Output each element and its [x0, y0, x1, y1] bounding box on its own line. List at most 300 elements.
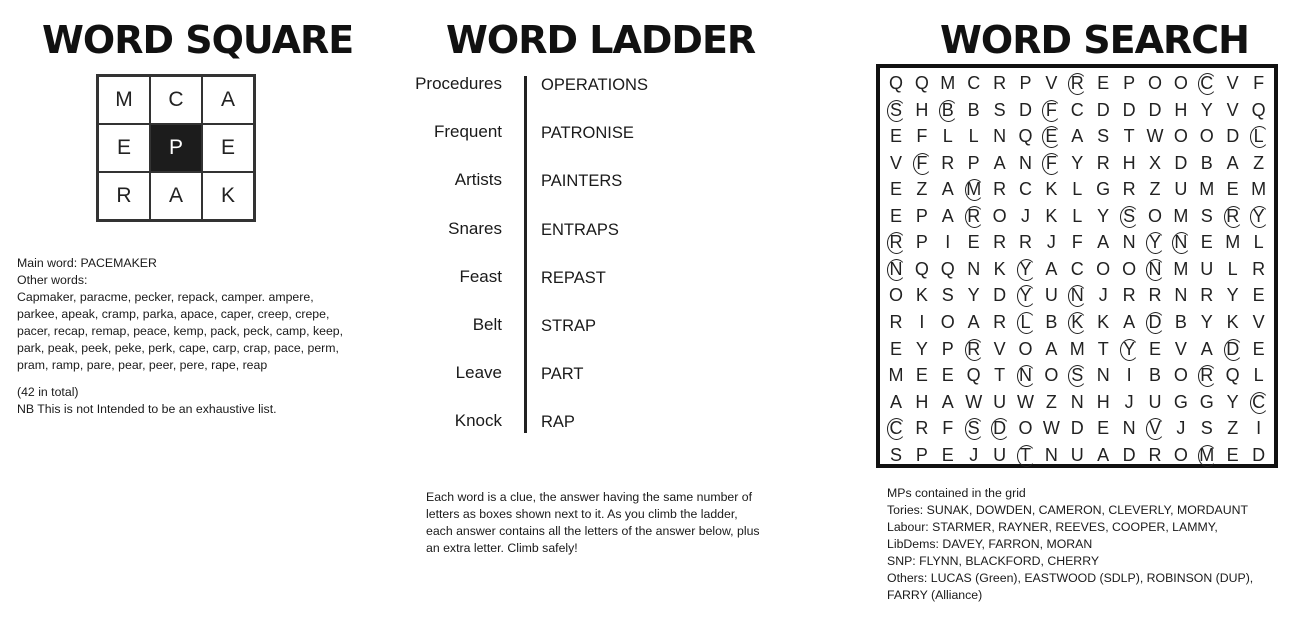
search-letter: W: [1017, 391, 1034, 412]
search-letter: F: [942, 418, 954, 439]
search-letter: L: [1247, 123, 1271, 150]
search-letter: D: [1096, 99, 1110, 120]
search-letter: Q: [1251, 99, 1266, 120]
search-letter: N: [1065, 282, 1089, 309]
ladder-answer: ENTRAPS: [541, 220, 619, 239]
mp-line: Labour: STARMER, RAYNER, REEVES, COOPER, LAMMY,: [887, 520, 1218, 534]
search-letter: B: [1148, 365, 1161, 386]
ladder-row: [380, 411, 780, 435]
word-start-ring: [1017, 365, 1036, 387]
search-letter: S: [941, 285, 954, 306]
word-start-ring: [1017, 285, 1036, 307]
word-square-cell: R: [98, 172, 150, 220]
mp-line: Tories: SUNAK, DOWDEN, CAMERON, CLEVERLY, MORDAUNT: [887, 503, 1248, 517]
search-letter: C: [1070, 99, 1084, 120]
search-letter: F: [910, 150, 934, 177]
search-letter: J: [1046, 232, 1056, 253]
ladder-row: [380, 170, 780, 194]
search-letter: K: [1045, 179, 1058, 200]
search-letter: V: [889, 152, 902, 173]
search-letter: X: [1148, 152, 1161, 173]
search-letter: R: [962, 203, 986, 230]
search-letter: V: [993, 338, 1006, 359]
ladder-clue: Artists: [454, 170, 502, 190]
ladder-answer: STRAP: [541, 317, 597, 335]
word-square-cell: A: [150, 172, 202, 220]
search-letter: E: [1226, 444, 1239, 465]
search-letter: P: [1019, 73, 1032, 93]
search-letter: M: [1251, 179, 1267, 200]
search-letter: O: [940, 311, 955, 332]
search-letter: V: [1143, 415, 1167, 442]
word-ladder-title: WORD LADDER: [446, 18, 756, 62]
search-letter: V: [1045, 73, 1058, 93]
search-letter: N: [993, 126, 1007, 147]
search-letter: O: [1018, 338, 1033, 359]
word-square-grid: [96, 74, 256, 222]
search-letter: I: [919, 311, 925, 332]
word-start-ring: [887, 100, 906, 122]
search-letter: N: [1174, 285, 1188, 306]
search-letter: P: [915, 205, 928, 226]
search-letter: D: [1226, 126, 1240, 147]
search-letter: R: [941, 152, 955, 173]
search-letter: J: [1021, 205, 1030, 226]
word-start-ring: [1017, 445, 1036, 467]
search-letter: U: [1148, 391, 1162, 412]
mp-list: [887, 485, 1287, 604]
word-start-ring: [965, 339, 984, 361]
search-letter: O: [1199, 126, 1214, 147]
search-letter: E: [889, 179, 902, 200]
search-letter: Y: [1071, 152, 1084, 173]
search-letter: F: [1039, 150, 1063, 177]
search-letter: O: [1147, 73, 1162, 93]
search-letter: E: [1226, 179, 1239, 200]
search-letter: M: [1199, 179, 1215, 200]
search-letter: Y: [1097, 205, 1110, 226]
search-letter: H: [1174, 99, 1188, 120]
word-start-ring: [1017, 312, 1036, 334]
search-letter: Y: [1117, 336, 1141, 363]
search-letter: F: [1071, 232, 1083, 253]
search-letter: R: [1122, 285, 1136, 306]
search-letter: D: [988, 415, 1012, 442]
search-letter: Z: [1227, 418, 1239, 439]
search-letter: B: [967, 99, 980, 120]
search-letter: Y: [1226, 285, 1239, 306]
word-start-ring: [1224, 339, 1243, 361]
search-letter: A: [1097, 232, 1110, 253]
other-words-list: Capmaker, paracme, pecker, repack, camper. ampere, parkee, apeak, cramp, parka, apace, caper, creep, crepe, pacer, recap, remap, peace, kemp, pack, peck, camp, keep, park, peak, peek, peke, perk, cape, carp, crap, pace, perm, pram, ramp, pare, pear, peer, pere, rape, reap: [17, 290, 344, 372]
search-letter: H: [915, 391, 929, 412]
search-letter: G: [1173, 391, 1188, 412]
search-letter: P: [1123, 73, 1136, 93]
search-letter: C: [1195, 70, 1219, 97]
search-letter: A: [1200, 338, 1213, 359]
search-letter: L: [1253, 365, 1264, 386]
search-letter: O: [1122, 258, 1137, 279]
ladder-row: [380, 315, 780, 339]
search-letter: L: [968, 126, 979, 147]
word-start-ring: [1250, 392, 1269, 414]
search-letter: R: [962, 336, 986, 363]
search-letter: A: [993, 152, 1006, 173]
search-letter: B: [936, 97, 960, 124]
search-letter: R: [993, 73, 1007, 93]
word-start-ring: [1146, 312, 1165, 334]
search-letter: D: [1070, 418, 1084, 439]
word-start-ring: [965, 418, 984, 440]
search-letter: R: [1065, 70, 1089, 97]
search-letter: R: [1252, 258, 1266, 279]
search-letter: R: [1096, 152, 1110, 173]
search-letter: M: [1069, 338, 1085, 359]
search-letter: E: [1252, 338, 1265, 359]
search-letter: R: [1200, 285, 1214, 306]
search-letter: R: [1122, 179, 1136, 200]
search-letter: N: [1014, 362, 1038, 389]
search-letter: E: [1148, 338, 1161, 359]
search-letter: N: [1096, 365, 1110, 386]
search-letter: I: [945, 232, 951, 253]
search-letter: Q: [888, 73, 903, 93]
word-square-cell: M: [98, 76, 150, 124]
search-letter: Y: [1200, 311, 1213, 332]
search-letter: R: [1221, 203, 1245, 230]
word-square-cell: C: [150, 76, 202, 124]
search-letter: A: [967, 311, 980, 332]
search-letter: O: [992, 205, 1007, 226]
search-letter: G: [1199, 391, 1214, 412]
search-letter: S: [889, 444, 902, 465]
search-letter: P: [967, 152, 980, 173]
search-letter: R: [993, 232, 1007, 253]
search-letter: H: [1122, 152, 1136, 173]
search-letter: N: [1044, 444, 1058, 465]
search-letter: R: [993, 311, 1007, 332]
search-letter: B: [1200, 152, 1213, 173]
ladder-answer: RAP: [541, 413, 575, 432]
search-letter: Y: [915, 338, 928, 359]
mp-heading: MPs contained in the grid: [887, 486, 1026, 500]
ladder-clue: Leave: [455, 363, 502, 383]
word-start-ring: [1198, 365, 1217, 387]
word-start-ring: [1172, 232, 1191, 254]
search-letter: I: [1126, 365, 1132, 386]
word-start-ring: [1068, 365, 1087, 387]
search-letter: N: [1122, 418, 1136, 439]
search-letter: D: [1174, 152, 1188, 173]
ladder-row: [380, 122, 780, 146]
search-letter: O: [1173, 444, 1188, 465]
search-letter: F: [1039, 97, 1063, 124]
search-letter: C: [884, 415, 908, 442]
search-letter: T: [1014, 442, 1038, 469]
search-letter: D: [1122, 99, 1136, 120]
search-letter: Y: [1200, 99, 1213, 120]
search-letter: R: [1148, 444, 1162, 465]
search-letter: F: [916, 126, 928, 147]
word-start-ring: [1198, 445, 1217, 467]
ladder-row: [380, 74, 780, 98]
search-letter: F: [1253, 73, 1265, 93]
ladder-clue: Procedures: [415, 74, 502, 93]
search-letter: D: [1122, 444, 1136, 465]
search-letter: A: [1097, 444, 1110, 465]
ladder-answer: REPAST: [541, 268, 606, 287]
ladder-answer: PAINTERS: [541, 172, 623, 191]
word-start-ring: [1146, 418, 1165, 440]
word-search-title: WORD SEARCH: [940, 18, 1249, 62]
search-letter: M: [1173, 258, 1189, 279]
ladder-clue: Snares: [448, 218, 502, 238]
search-letter: C: [967, 73, 981, 93]
search-letter: L: [1227, 258, 1238, 279]
search-letter: V: [1226, 73, 1239, 93]
search-letter: Y: [967, 285, 980, 306]
word-start-ring: [887, 259, 906, 281]
search-letter: N: [1169, 229, 1193, 256]
search-letter: T: [1123, 126, 1135, 147]
word-square-cell: K: [202, 172, 254, 220]
mp-line: Others: LUCAS (Green), EASTWOOD (SDLP), ROBINSON (DUP),: [887, 571, 1254, 585]
search-letter: O: [1096, 258, 1111, 279]
search-letter: Y: [1247, 203, 1271, 230]
search-letter: E: [941, 444, 954, 465]
mp-line: SNP: FLYNN, BLACKFORD, CHERRY: [887, 554, 1100, 568]
word-start-ring: [1250, 126, 1269, 148]
search-letter: B: [1174, 311, 1187, 332]
search-letter: S: [1097, 126, 1110, 147]
search-letter: R: [1148, 285, 1162, 306]
search-letter: U: [1174, 179, 1188, 200]
word-square-cell: A: [202, 76, 254, 124]
word-square-title: WORD SQUARE: [42, 18, 354, 62]
word-start-ring: [1042, 153, 1061, 175]
word-start-ring: [887, 232, 906, 254]
search-letter: R: [1019, 232, 1032, 253]
ladder-row: [380, 363, 780, 387]
search-letter: A: [889, 391, 902, 412]
search-letter: J: [1124, 391, 1134, 412]
search-letter: C: [1019, 179, 1032, 200]
search-letter: Z: [1253, 152, 1265, 173]
search-letter: R: [993, 179, 1007, 200]
ladder-answer: OPERATIONS: [541, 76, 648, 94]
word-start-ring: [1120, 206, 1139, 228]
search-letter: J: [1098, 285, 1108, 306]
search-letter: Q: [940, 258, 955, 279]
search-letter: N: [1122, 232, 1136, 253]
search-letter: S: [1065, 362, 1089, 389]
word-start-ring: [1120, 339, 1139, 361]
ladder-clue: Belt: [472, 315, 502, 334]
search-letter: E: [1097, 73, 1110, 93]
search-letter: E: [967, 232, 980, 253]
word-start-ring: [1042, 126, 1061, 148]
word-start-ring: [887, 418, 906, 440]
word-start-ring: [965, 206, 984, 228]
search-letter: L: [942, 126, 953, 147]
search-letter: G: [1096, 179, 1111, 200]
search-letter: N: [1070, 391, 1084, 412]
search-letter: U: [1200, 258, 1214, 279]
search-letter: O: [1173, 365, 1188, 386]
word-square-cell: E: [202, 124, 254, 172]
search-letter: E: [915, 365, 928, 386]
search-letter: A: [1071, 126, 1084, 147]
search-letter: T: [994, 365, 1006, 386]
search-letter: W: [1042, 418, 1060, 439]
word-start-ring: [1042, 100, 1061, 122]
mp-line: LibDems: DAVEY, FARRON, MORAN: [887, 537, 1093, 551]
search-letter: C: [1247, 389, 1271, 416]
search-letter: A: [1045, 258, 1058, 279]
search-letter: U: [993, 444, 1007, 465]
other-words-label: Other words:: [17, 273, 88, 287]
mp-lines: [887, 502, 1287, 604]
search-letter: A: [941, 179, 954, 200]
word-start-ring: [1068, 285, 1087, 307]
search-letter: W: [1146, 126, 1164, 147]
ladder-instructions: Each word is a clue, the answer having the same number of letters as boxes shown next to it. As you climb the ladder, each answer contains all the letters of the answer below, plus an extra letter. Climb safely!: [426, 490, 760, 555]
search-letter: E: [1200, 232, 1213, 253]
search-letter: Q: [914, 258, 929, 279]
search-letter: U: [1044, 285, 1058, 306]
search-letter: S: [1200, 418, 1213, 439]
search-letter: A: [941, 205, 954, 226]
search-letter: T: [1097, 338, 1109, 359]
search-letter: P: [915, 444, 928, 465]
main-word: Main word: PACEMAKER: [17, 256, 157, 270]
ladder-answer: PART: [541, 365, 584, 384]
search-letter: D: [993, 285, 1007, 306]
search-letter: D: [1252, 444, 1266, 465]
search-letter: S: [962, 415, 986, 442]
ladder-clue: Frequent: [433, 122, 502, 142]
search-letter: E: [1252, 285, 1265, 306]
search-letter: K: [1065, 309, 1089, 336]
word-search-box: [876, 64, 1278, 468]
word-start-ring: [1068, 73, 1087, 95]
word-square-center-cell: P: [150, 124, 202, 172]
ladder-clue: Feast: [459, 266, 502, 286]
word-list-note: NB This is not Intended to be an exhaustive list.: [17, 402, 277, 416]
search-letter: V: [1252, 311, 1265, 332]
search-letter: O: [888, 285, 903, 306]
search-letter: K: [915, 285, 928, 306]
search-letter: H: [915, 99, 929, 120]
ladder-row: [380, 267, 780, 291]
search-letter: M: [940, 73, 956, 93]
search-letter: H: [1096, 391, 1110, 412]
word-start-ring: [913, 153, 932, 175]
search-letter: N: [1143, 256, 1167, 283]
search-letter: E: [889, 126, 902, 147]
search-letter: Z: [916, 179, 928, 200]
word-start-ring: [1068, 312, 1087, 334]
word-start-ring: [939, 100, 958, 122]
search-letter: U: [993, 391, 1007, 412]
search-letter: K: [1226, 311, 1239, 332]
search-letter: A: [1123, 311, 1136, 332]
search-letter: V: [1226, 99, 1239, 120]
search-letter: O: [1147, 205, 1162, 226]
word-start-ring: [1146, 259, 1165, 281]
search-letter: S: [1200, 205, 1213, 226]
search-letter: E: [889, 338, 902, 359]
search-letter: N: [967, 258, 981, 279]
search-letter: Q: [1018, 126, 1033, 147]
search-letter: Q: [914, 73, 929, 93]
search-letter: A: [941, 391, 954, 412]
mp-line: FARRY (Alliance): [887, 588, 983, 602]
search-letter: Y: [1014, 256, 1038, 283]
search-letter: Y: [1226, 391, 1239, 412]
search-letter: S: [993, 99, 1006, 120]
word-start-ring: [991, 418, 1010, 440]
search-letter: N: [1019, 152, 1032, 173]
word-start-ring: [965, 179, 984, 201]
search-letter: O: [1173, 73, 1188, 93]
word-start-ring: [1198, 73, 1217, 95]
search-letter: L: [1014, 309, 1038, 336]
search-letter: M: [1225, 232, 1241, 253]
search-letter: J: [1176, 418, 1186, 439]
search-letter: M: [888, 365, 904, 386]
search-letter: R: [889, 311, 903, 332]
word-square-cell: E: [98, 124, 150, 172]
search-letter: Q: [1225, 365, 1240, 386]
search-letter: K: [1097, 311, 1110, 332]
search-letter: B: [1045, 311, 1058, 332]
search-letter: C: [1070, 258, 1084, 279]
word-total: (42 in total): [17, 385, 79, 399]
search-letter: S: [884, 97, 908, 124]
search-letter: P: [941, 338, 954, 359]
word-start-ring: [1224, 206, 1243, 228]
search-letter: U: [1070, 444, 1084, 465]
search-letter: Y: [1143, 229, 1167, 256]
search-letter: E: [941, 365, 954, 386]
search-letter: M: [1173, 205, 1189, 226]
search-letter: L: [1253, 232, 1264, 253]
search-letter: J: [969, 444, 979, 465]
search-letter: D: [1221, 336, 1245, 363]
search-letter: Y: [1014, 282, 1038, 309]
search-letter: E: [889, 205, 902, 226]
search-letter: E: [1039, 123, 1063, 150]
search-letter: W: [965, 391, 983, 412]
search-letter: M: [1195, 442, 1219, 469]
search-letter: P: [915, 232, 928, 253]
ladder-answer: PATRONISE: [541, 124, 634, 143]
search-letter: R: [1195, 362, 1219, 389]
search-letter: D: [1148, 99, 1162, 120]
search-letter: L: [1072, 179, 1083, 200]
word-square-info: [17, 255, 347, 418]
word-start-ring: [1146, 232, 1165, 254]
search-letter: S: [1117, 203, 1141, 230]
search-letter: O: [1173, 126, 1188, 147]
search-letter: K: [993, 258, 1006, 279]
ladder-row: [380, 219, 780, 243]
search-letter: R: [884, 229, 908, 256]
search-letter: D: [1143, 309, 1167, 336]
search-letter: Q: [966, 365, 981, 386]
search-letter: O: [1018, 418, 1033, 439]
